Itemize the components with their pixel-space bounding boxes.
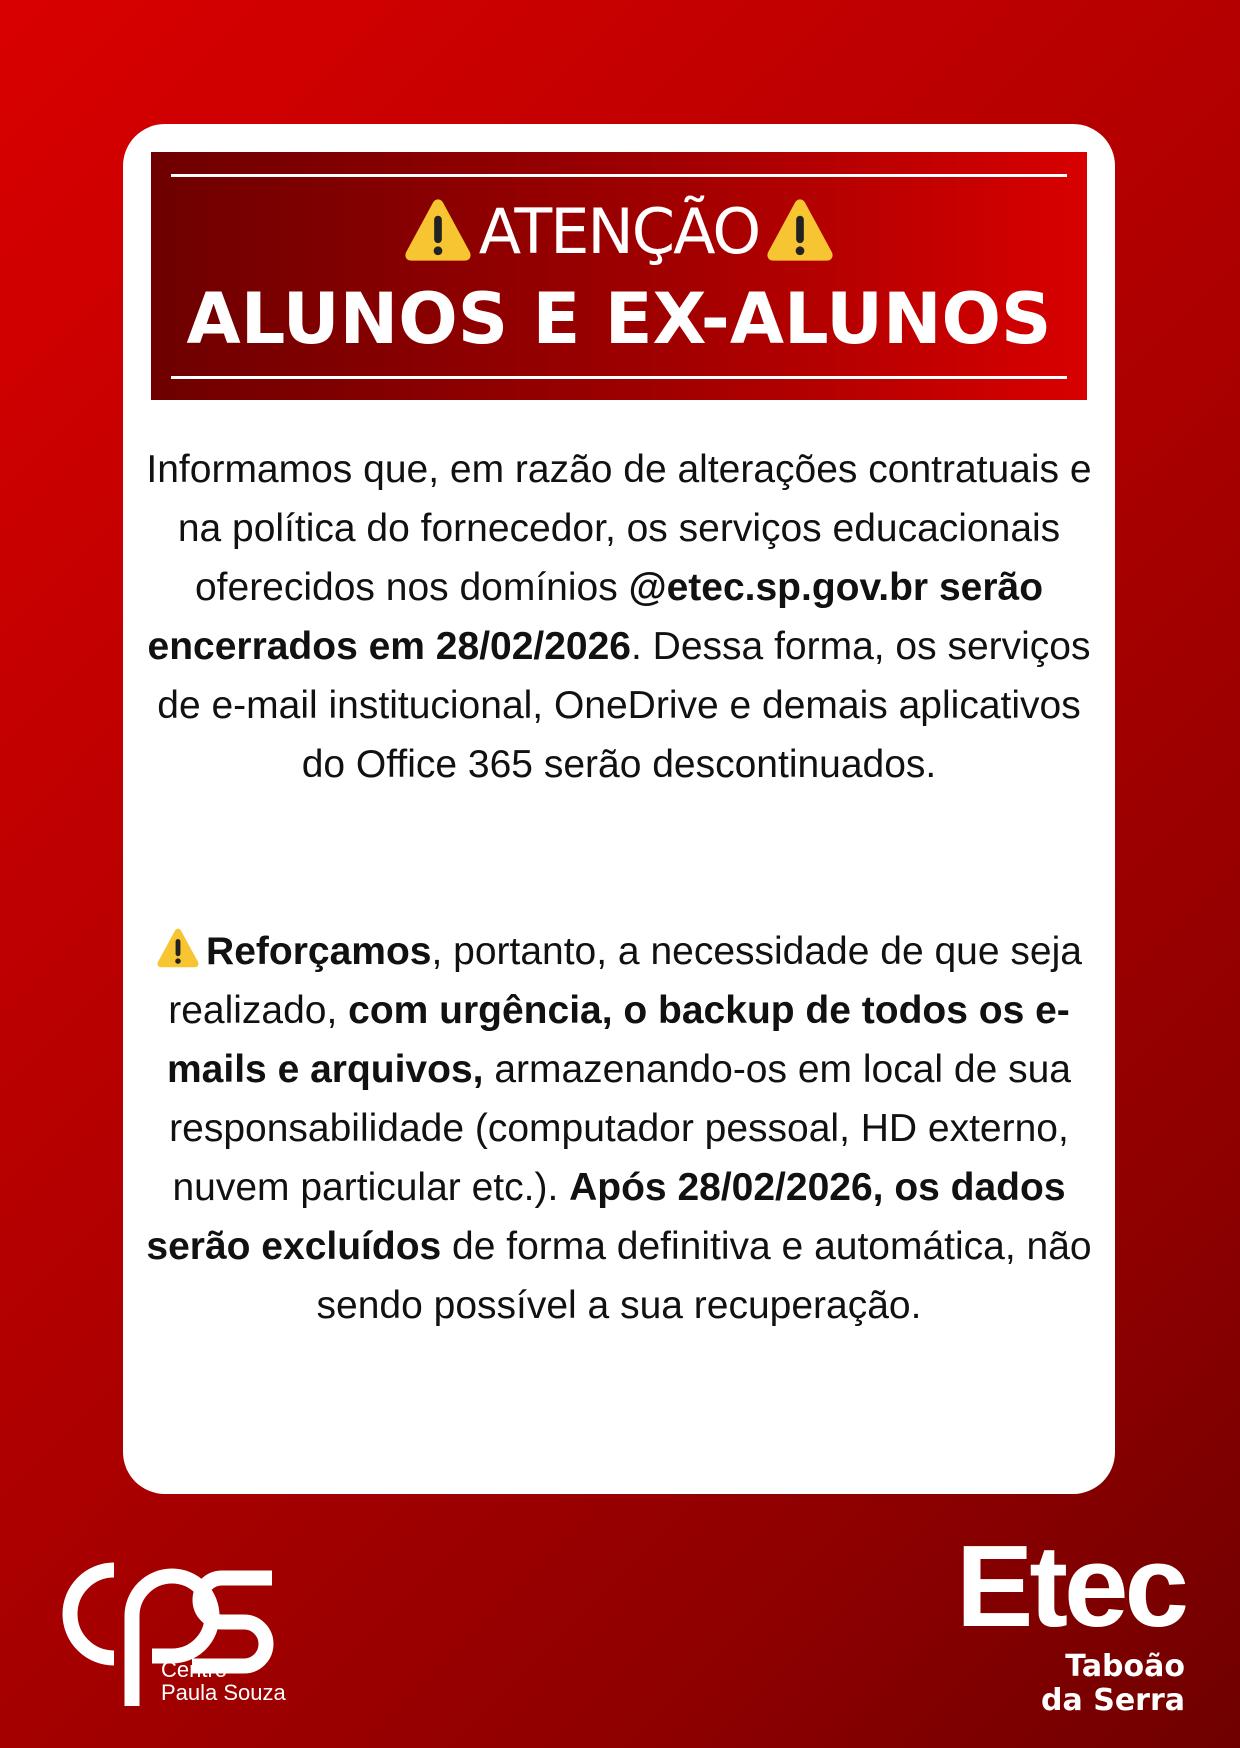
warning-icon — [765, 195, 835, 265]
paragraph-emphasis: @etec.sp.gov.br serão encerrados em 28/02/2026 — [147, 566, 1044, 668]
paragraph-text: de forma definitiva e automática, não sendo possível a sua recuperação. — [316, 1225, 1092, 1327]
notice-banner — [151, 152, 1087, 400]
audience-headline: ALUNOS E EX-ALUNOS — [186, 278, 1052, 360]
warning-icon — [156, 926, 200, 970]
cps-logo-line: Paula Souza — [161, 1680, 286, 1705]
paragraph-emphasis: Reforçamos — [206, 930, 432, 973]
warning-icon — [403, 195, 473, 265]
etec-logo-line: Taboão — [1065, 1649, 1185, 1684]
cps-logo-text — [161, 1658, 286, 1704]
etec-logo — [955, 1521, 1185, 1718]
notice-paragraph-2 — [143, 922, 1095, 1335]
paragraph-emphasis: com urgência, o backup de todos os e-mails e arquivos, — [167, 989, 1070, 1091]
etec-logo-word: Etec — [955, 1521, 1185, 1651]
paragraph-text: . Dessa forma, os serviços de e-mail institucional, OneDrive e demais aplicativos do Office 365 serão descontinuados. — [157, 625, 1091, 786]
banner-bottom-rule — [171, 376, 1067, 379]
notice-card — [123, 124, 1115, 1494]
paragraph-text: armazenando-os em local de sua responsabilidade (computador pessoal, HD externo, nuvem particular etc.). — [169, 1048, 1071, 1209]
etec-logo-subtitle — [956, 1650, 1185, 1718]
etec-logo-line: da Serra — [1041, 1683, 1185, 1718]
attention-text: ATENÇÃO — [478, 195, 760, 268]
paragraph-emphasis: Após 28/02/2026, os dados serão excluídos — [146, 1166, 1066, 1268]
attention-title — [151, 194, 1087, 271]
banner-top-rule — [171, 174, 1067, 177]
paragraph-text: Informamos que, em razão de alterações contratuais e na política do fornecedor, os serviços educacionais oferecidos nos domínios — [146, 448, 1092, 609]
notice-paragraph-1 — [143, 440, 1095, 794]
cps-logo-line: Centro — [161, 1657, 228, 1682]
paragraph-text: , portanto, a necessidade de que seja realizado, — [168, 930, 1082, 1032]
